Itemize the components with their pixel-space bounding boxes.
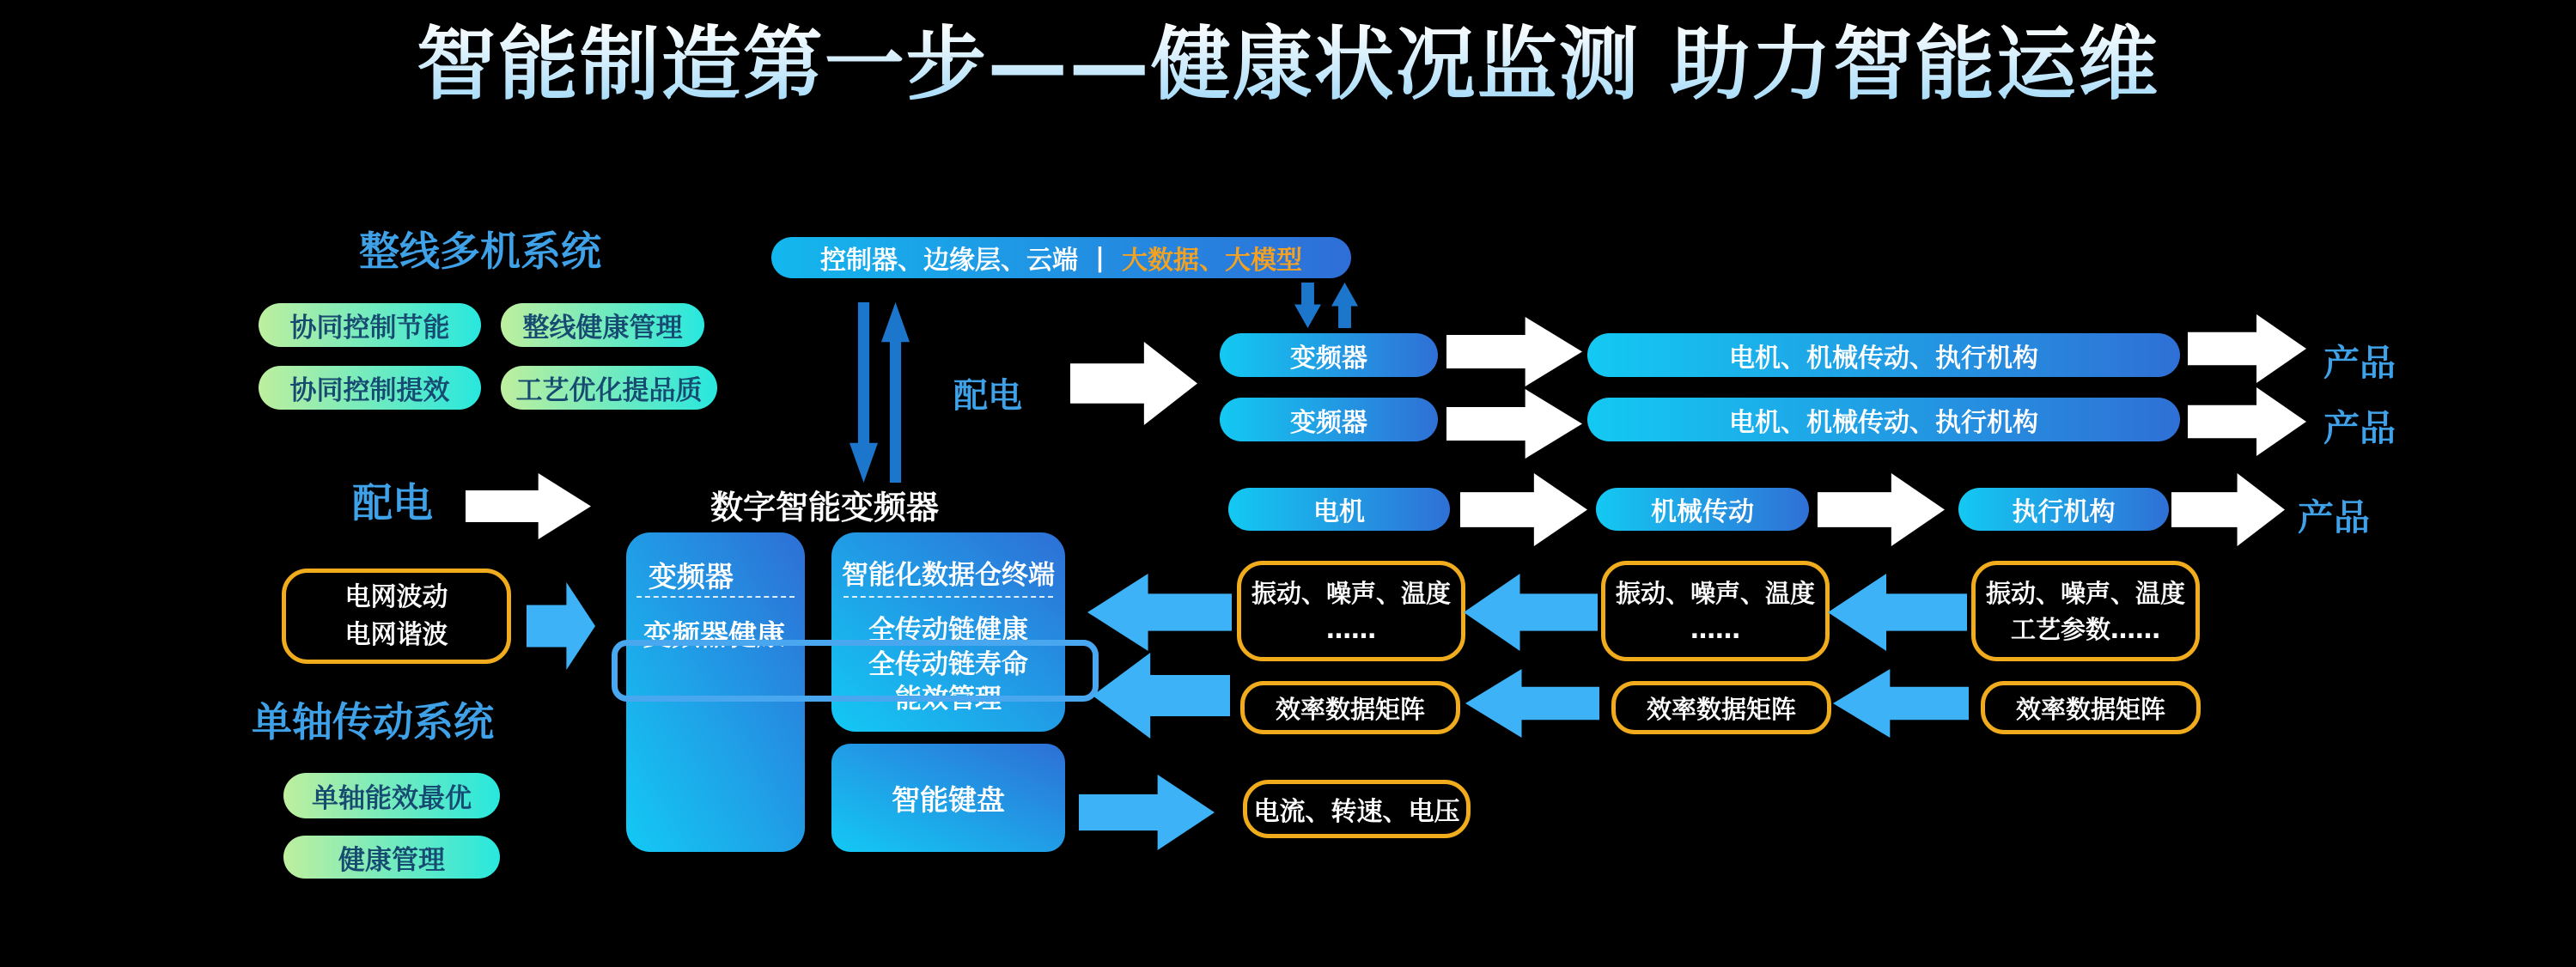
grid-disturbance-box: [282, 569, 511, 664]
pill-process-optimization: 工艺优化提品质: [501, 366, 717, 410]
dashed-divider: [843, 596, 1053, 598]
inverter-pill-2: 变频器: [1220, 398, 1438, 441]
sensor-line: ……: [1326, 614, 1376, 644]
product-label-3: 产品: [2298, 496, 2371, 538]
terminal-item: 能效管理: [895, 684, 1002, 715]
actuator-pill: 执行机构: [1958, 488, 2169, 531]
digital-inverter-label: 数字智能变频器: [709, 489, 939, 526]
controller-cloud-bar: [771, 237, 1351, 278]
arrow-left-blue-icon: [1465, 669, 1599, 738]
power-distribution-header: 配电: [352, 480, 433, 527]
arrow-down-icon: [1294, 283, 1321, 328]
arrow-right-white-icon: [1070, 342, 1197, 425]
sensor-line: 工艺参数……: [2010, 614, 2160, 644]
sensor-box-3: [1971, 561, 2200, 661]
lifespan-highlight-outline: [612, 640, 1099, 702]
pill-single-axis-efficiency: 单轴能效最优: [283, 773, 500, 818]
arrow-left-blue-icon: [1833, 669, 1969, 738]
smart-keyboard-box: 智能键盘: [831, 744, 1065, 852]
dashed-divider: [636, 596, 795, 598]
sensor-box-1: [1237, 561, 1465, 661]
arrow-right-white-icon: [2188, 387, 2306, 456]
pill-collaborative-efficiency: 协同控制提效: [259, 366, 481, 410]
keyboard-output-box: 电流、转速、电压: [1243, 780, 1471, 838]
grid-harmonics-label: 电网谐波: [344, 619, 448, 650]
efficiency-matrix-box-3: 效率数据矩阵: [1981, 681, 2201, 734]
arrow-right-white-icon: [1446, 317, 1582, 386]
arrow-left-blue-icon: [1087, 574, 1232, 651]
arrow-right-blue-icon: [527, 582, 595, 670]
pill-health-management: 健康管理: [283, 836, 500, 879]
single-axis-header: 单轴传动系统: [252, 699, 494, 746]
sensor-line: 振动、噪声、温度: [1251, 578, 1451, 608]
data-terminal-title: 智能化数据仓终端: [842, 560, 1055, 591]
controller-bar-left-label: 控制器、边缘层、云端: [820, 246, 1079, 276]
product-label-2: 产品: [2323, 407, 2396, 449]
arrow-right-white-icon: [2188, 314, 2306, 383]
chain-row-1: 电机、机械传动、执行机构: [1587, 333, 2180, 377]
grid-fluctuation-label: 电网波动: [344, 581, 448, 612]
page-title: 智能制造第一步——健康状况监测 助力智能运维: [0, 0, 2576, 115]
arrow-right-white-icon: [2171, 473, 2285, 546]
power-distribution-top-label: 配电: [953, 376, 1022, 416]
controller-bar-separator: |: [1095, 242, 1105, 273]
chain-row-2: 电机、机械传动、执行机构: [1587, 398, 2180, 441]
pill-collaborative-energy-saving: 协同控制节能: [259, 303, 481, 347]
sensor-line: ……: [1690, 614, 1740, 644]
inverter-box-top-label: 变频器: [649, 560, 734, 593]
motor-pill: 电机: [1228, 488, 1450, 531]
big-data-model-label: 大数据、大模型: [1121, 246, 1302, 276]
efficiency-matrix-box-1: 效率数据矩阵: [1240, 681, 1460, 734]
arrow-left-blue-icon: [1464, 574, 1598, 651]
sensor-line: 振动、噪声、温度: [1615, 578, 1815, 608]
inverter-pill-1: 变频器: [1220, 333, 1438, 377]
arrow-up-icon: [1331, 283, 1358, 328]
efficiency-matrix-box-2: 效率数据矩阵: [1611, 681, 1831, 734]
mechanical-transmission-pill: 机械传动: [1596, 488, 1809, 531]
arrow-right-blue-icon: [1079, 775, 1215, 850]
product-label-1: 产品: [2323, 342, 2396, 384]
pill-line-health-management: 整线健康管理: [501, 303, 704, 347]
terminal-item: 全传动链健康: [868, 615, 1028, 646]
arrow-down-long-icon: [850, 302, 878, 483]
sensor-box-2: [1601, 561, 1830, 661]
arrow-left-blue-icon: [1828, 574, 1967, 651]
sensor-line: 振动、噪声、温度: [1985, 578, 2185, 608]
arrow-right-white-icon: [466, 473, 591, 539]
arrow-right-white-icon: [1818, 473, 1945, 546]
inverter-health-label: 变频器健康: [643, 618, 785, 652]
arrow-left-blue-icon: [1093, 653, 1230, 739]
arrow-right-white-icon: [1460, 473, 1587, 546]
data-terminal-box: [831, 532, 1065, 732]
line-system-header: 整线多机系统: [359, 228, 601, 276]
arrow-up-long-icon: [881, 302, 910, 483]
terminal-item: 全传动链寿命: [868, 649, 1028, 680]
arrow-right-white-icon: [1446, 389, 1582, 459]
